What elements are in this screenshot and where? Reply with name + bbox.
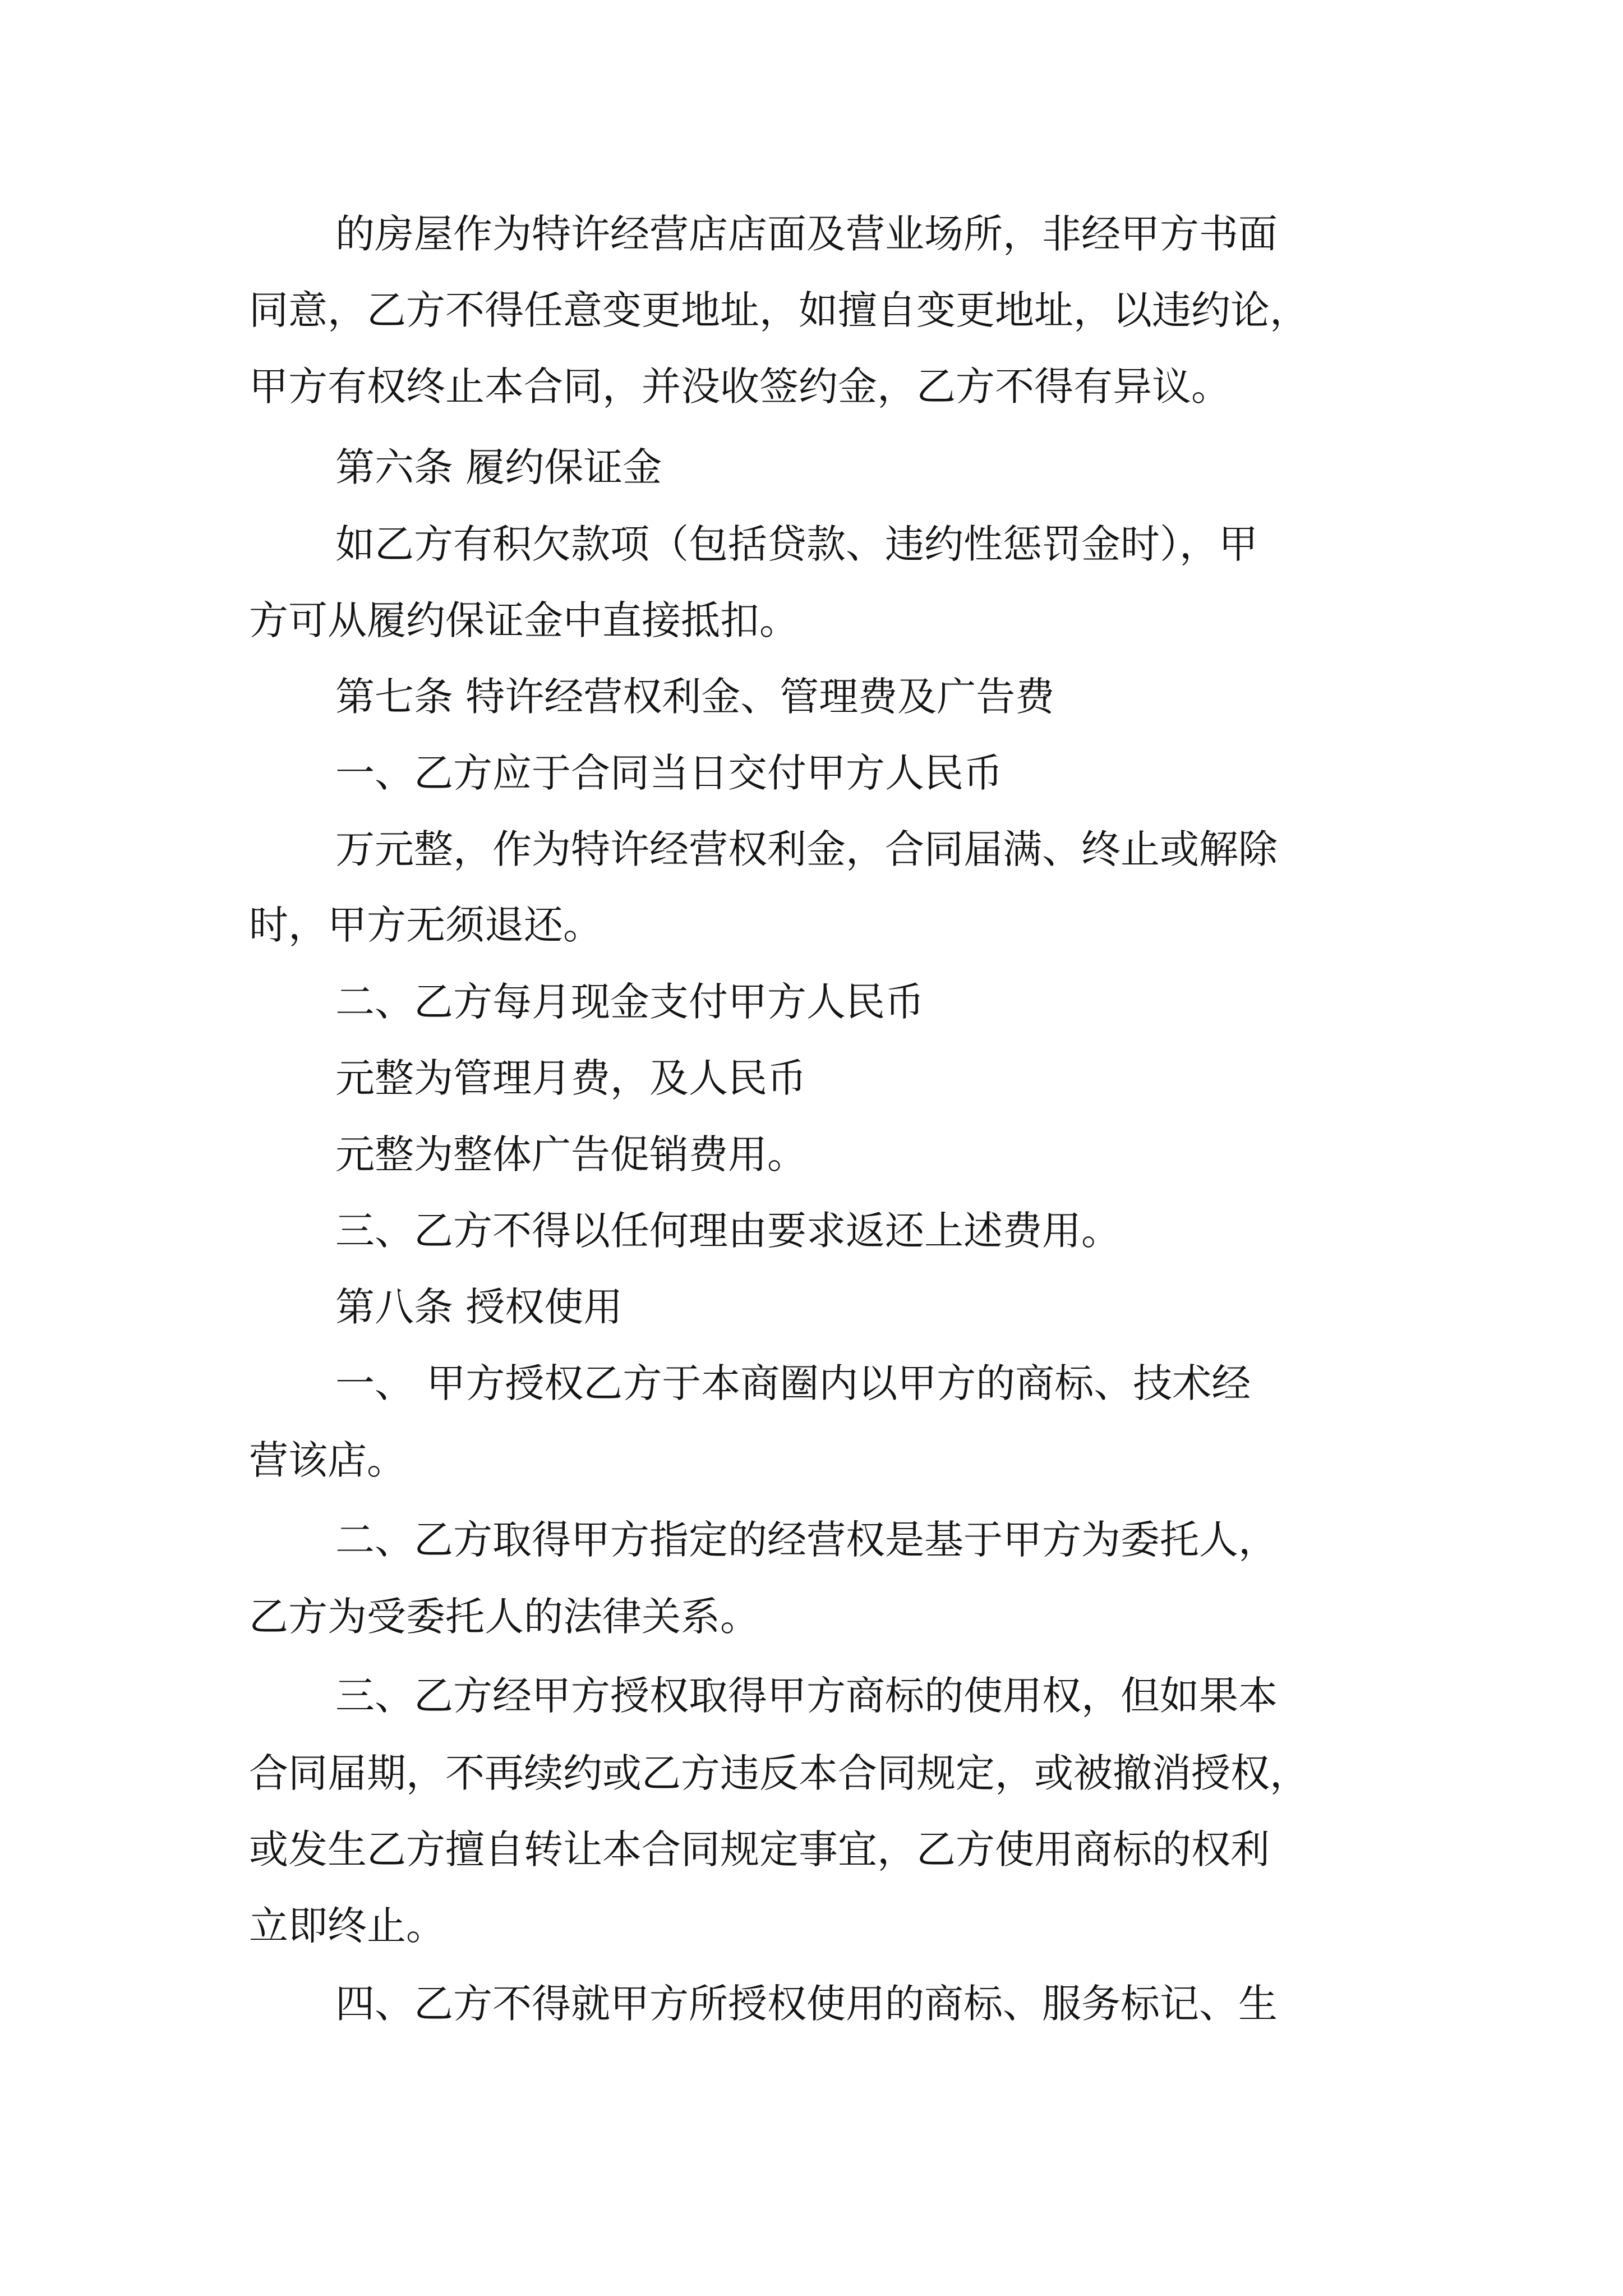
text-line: 如乙方有积欠款项（包括贷款、违约性惩罚金时），甲 bbox=[335, 521, 1258, 567]
article-heading: 第六条 履约保证金 bbox=[335, 444, 662, 490]
text-line: 二、乙方每月现金支付甲方人民币 bbox=[335, 979, 924, 1025]
text-line: 或发生乙方擅自转让本合同规定事宜，乙方使用商标的权利 bbox=[249, 1826, 1270, 1872]
text-line: 元整为整体广告促销费用。 bbox=[335, 1131, 806, 1177]
text-line: 三、乙方经甲方授权取得甲方商标的使用权，但如果本 bbox=[335, 1673, 1278, 1719]
text-line: 一、乙方应于合同当日交付甲方人民币 bbox=[335, 750, 1003, 796]
text-line: 同意，乙方不得任意变更地址，如擅自变更地址，以违约论， bbox=[249, 287, 1309, 333]
text-line: 乙方为受委托人的法律关系。 bbox=[249, 1594, 759, 1640]
text-line: 元整为管理月费，及人民币 bbox=[335, 1055, 806, 1101]
text-line: 一、 甲方授权乙方于本商圈内以甲方的商标、技术经 bbox=[335, 1360, 1251, 1406]
text-line: 四、乙方不得就甲方所授权使用的商标、服务标记、生 bbox=[335, 1981, 1278, 2027]
text-line: 方可从履约保证金中直接抵扣。 bbox=[249, 597, 799, 643]
text-line: 的房屋作为特许经营店店面及营业场所，非经甲方书面 bbox=[335, 211, 1278, 257]
text-line: 合同届期，不再续约或乙方违反本合同规定，或被撤消授权， bbox=[249, 1750, 1309, 1796]
article-heading: 第七条 特许经营权利金、管理费及广告费 bbox=[335, 674, 1055, 720]
text-line: 甲方有权终止本合同，并没收签约金，乙方不得有异议。 bbox=[249, 364, 1230, 409]
text-line: 二、乙方取得甲方指定的经营权是基于甲方为委托人， bbox=[335, 1517, 1278, 1563]
text-line: 三、乙方不得以任何理由要求返还上述费用。 bbox=[335, 1208, 1121, 1254]
article-heading: 第八条 授权使用 bbox=[335, 1284, 623, 1330]
text-line: 时，甲方无须退还。 bbox=[249, 902, 602, 948]
text-line: 营该店。 bbox=[249, 1437, 406, 1483]
text-line: 立即终止。 bbox=[249, 1903, 445, 1949]
text-line: 万元整，作为特许经营权利金，合同届满、终止或解除 bbox=[335, 826, 1278, 872]
